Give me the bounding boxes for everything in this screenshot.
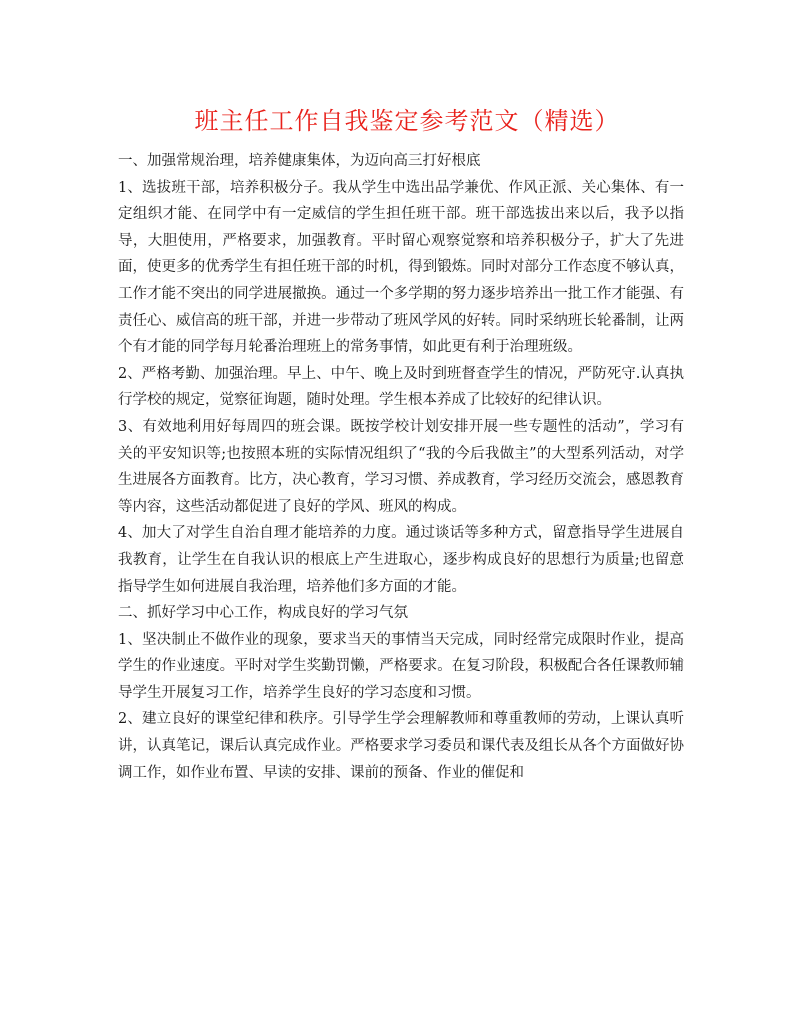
- paragraph-2-1: 1、坚决制止不做作业的现象，要求当天的事情当天完成，同时经常完成限时作业，提高学生的作业速度。平时对学生奖勤罚懒，严格要求。在复习阶段，积极配合各任课教师辅导学生开展复习工作，培养学生良好的学习态度和习惯。: [118, 631, 684, 701]
- document-page: [118, 0, 684, 786]
- paragraph-1-3: 3、有效地利用好每周四的班会课。既按学校计划安排开展一些专题性的活动”，学习有关的平安知识等;也按照本班的实际情况组织了“我的今后我做主”的大型系列活动，对学生进展各方面教育。比方，决心教育，学习习惯、养成教育，学习经历交流会，感恩教育等内容，这些活动都促进了良好的学风、班风的构成。: [118, 418, 684, 515]
- section-heading-2: 二、抓好学习中心工作，构成良好的学习气氛: [118, 605, 408, 622]
- paragraph-1-2: 2、严格考勤、加强治理。早上、中午、晚上及时到班督查学生的情况，严防死守.认真执行学校的规定，觉察征询题，随时处理。学生根本养成了比较好的纪律认识。: [118, 365, 684, 409]
- paragraph-1-1: 1、选拔班干部，培养积极分子。我从学生中选出品学兼优、作风正派、关心集体、有一定组织才能、在同学中有一定威信的学生担任班干部。班干部选拔出来以后，我予以指导，大胆使用，严格要求，加强教育。平时留心观察觉察和培养积极分子，扩大了先进面，使更多的优秀学生有担任班干部的时机，得到锻炼。同时对部分工作态度不够认真，工作才能不突出的同学进展撤换。通过一个多学期的努力逐步培养出一批工作才能强、有责任心、威信高的班干部，并进一步带动了班风学风的好转。同时采纳班长轮番制，让两个有才能的同学每月轮番治理班上的常务事情，如此更有利于治理班级。: [118, 179, 684, 356]
- document-body: [118, 148, 684, 786]
- paragraph-1-4: 4、加大了对学生自治自理才能培养的力度。通过谈话等多种方式，留意指导学生进展自我教育，让学生在自我认识的根底上产生进取心，逐步构成良好的思想行为质量;也留意指导学生如何进展自我治理，培养他们多方面的才能。: [118, 525, 684, 595]
- paragraph-2-2: 2、建立良好的课堂纪律和秩序。引导学生学会理解教师和尊重教师的劳动，上课认真听讲，认真笔记，课后认真完成作业。严格要求学习委员和课代表及组长从各个方面做好协调工作，如作业布置、早读的安排、课前的预备、作业的催促和: [118, 711, 684, 781]
- document-title: 班主任工作自我鉴定参考范文（精选）: [194, 107, 620, 135]
- section-heading-1: 一、加强常规治理，培养健康集体，为迈向高三打好根底: [118, 153, 481, 169]
